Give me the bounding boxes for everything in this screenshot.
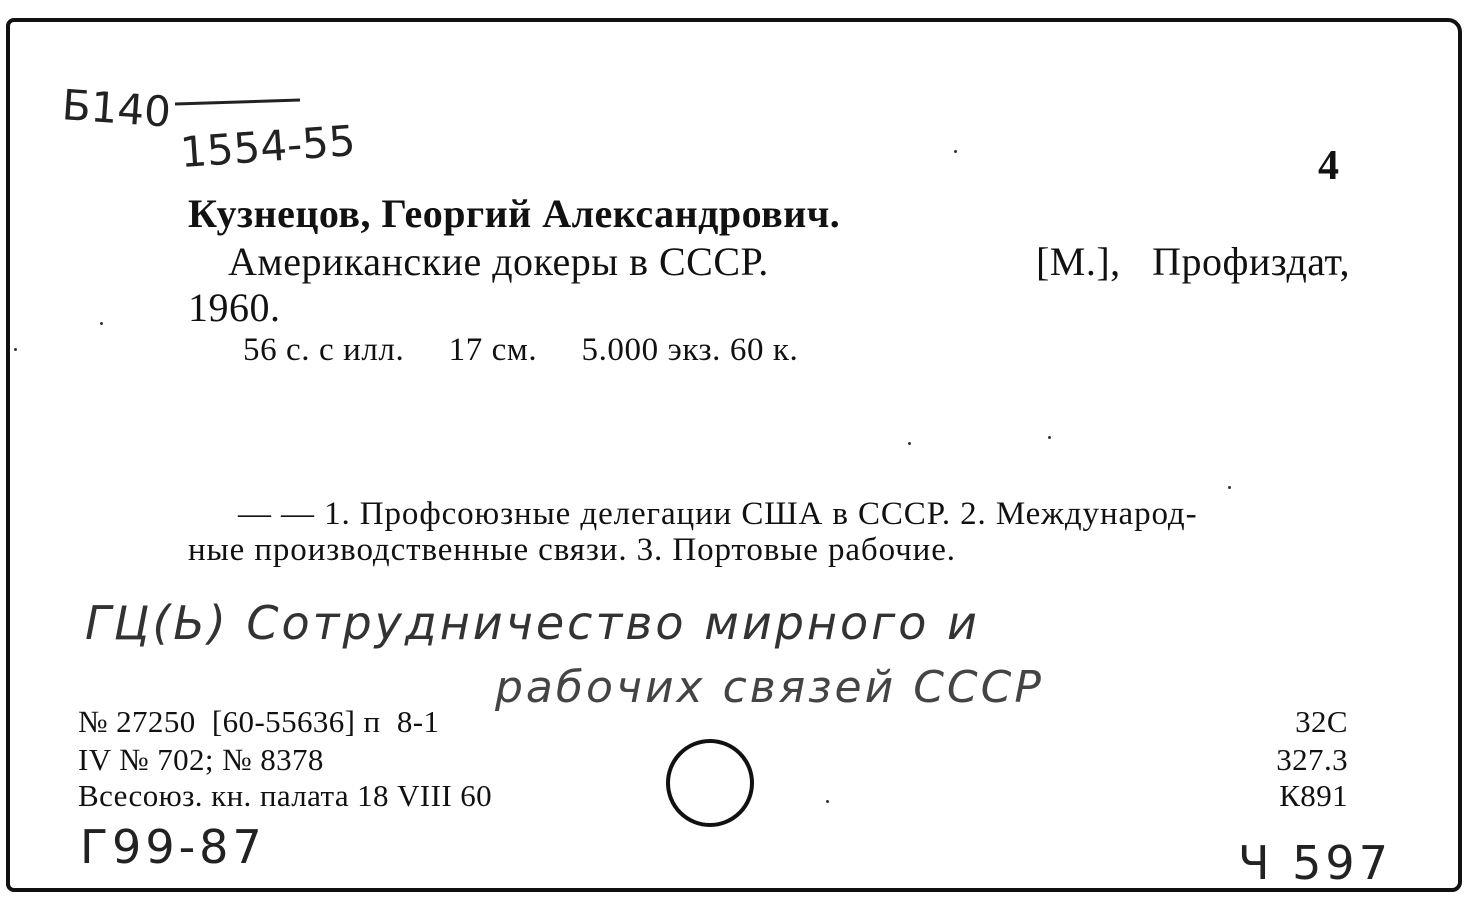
punch-hole [662,736,762,832]
subject-headings-line2: ные производственные связи. 3. Портовые рабочие. [188,532,956,568]
physical-description: 56 с. с илл. 17 см. 5.000 экз. 60 к. [243,332,799,368]
card-number: 4 [1318,143,1339,189]
author-heading: Кузнецов, Георгий Александрович. [188,191,841,236]
handwritten-bottom-right-code: Ч 597 [1238,836,1392,890]
chamber-imprint: Всесоюз. кн. палата 18 VIII 60 [78,778,493,813]
subject-headings-line1: — — 1. Профсоюзные делегации США в СССР. 2. Международ- [238,496,1198,532]
scan-speck [908,442,911,445]
author-mark: К891 [1279,778,1348,813]
scan-speck [954,150,957,153]
shelfmark-fraction-line [175,96,305,108]
publication-year: 1960. [188,285,281,330]
handwritten-shelfmark-top: Б140 [60,80,173,137]
registration-series: IV № 702; № 8378 [78,742,324,777]
scan-speck [100,322,103,325]
title-line: Американские докеры в СССР. [228,239,769,284]
handwritten-shelfmark-bottom: 1554-55 [178,115,357,178]
scan-speck [826,800,829,803]
classification-index: 327.3 [1276,742,1348,777]
scan-speck [1048,436,1051,439]
scan-speck [14,348,17,351]
registration-number: № 27250 [60-55636] п 8-1 [78,704,440,739]
classification-code: 32С [1295,704,1348,739]
imprint-line: [М.], Профиздат, [1035,239,1350,284]
scan-speck [1228,486,1231,489]
handwritten-subject-note-line2: рабочих связей СССР [495,662,1044,713]
handwritten-subject-note-line1: ГЦ(Ь) Сотрудничество мирного и [85,596,980,650]
handwritten-bottom-left-code: Г99-87 [80,820,266,874]
